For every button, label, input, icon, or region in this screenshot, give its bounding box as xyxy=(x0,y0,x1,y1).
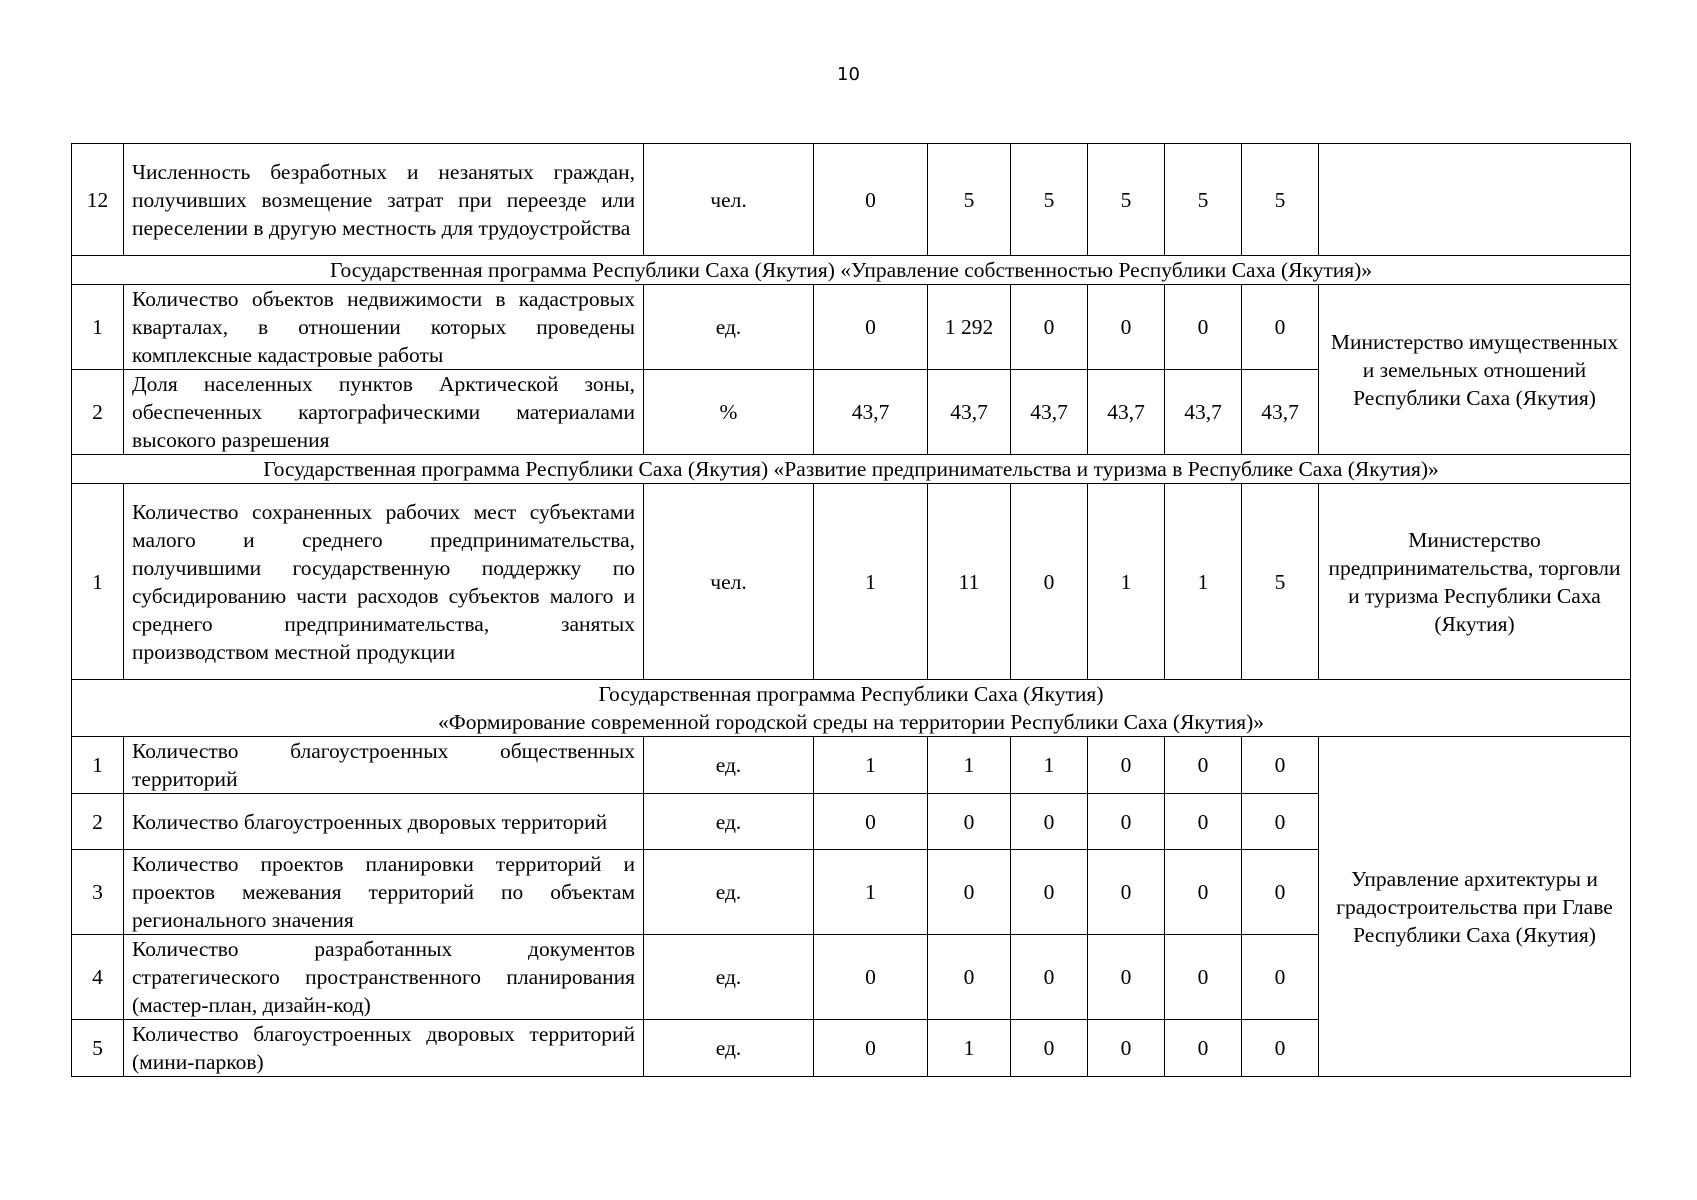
value-cell: 5 xyxy=(1011,144,1088,256)
value-cell: 0 xyxy=(814,1020,928,1077)
indicator-name: Количество благоустроенных общественных территорий xyxy=(124,737,644,794)
responsible-cell: Управление архитектуры и градостроительства при Главе Республики Саха (Якутия) xyxy=(1319,737,1631,1077)
unit-cell: ед. xyxy=(644,285,814,370)
value-cell: 0 xyxy=(1165,794,1242,850)
program-title xyxy=(72,680,1631,737)
value-cell: 0 xyxy=(1088,285,1165,370)
unit-cell: ед. xyxy=(644,794,814,850)
unit-cell: ед. xyxy=(644,737,814,794)
value-cell: 43,7 xyxy=(1242,370,1319,455)
indicators-table xyxy=(71,143,1631,1077)
indicator-name: Количество проектов планировки территорий и проектов межевания территорий по объектам регионального значения xyxy=(124,850,644,935)
value-cell: 5 xyxy=(1242,144,1319,256)
indicator-name: Доля населенных пунктов Арктической зоны, обеспеченных картографическими материалами высокого разрешения xyxy=(124,370,644,455)
value-cell: 0 xyxy=(1088,850,1165,935)
value-cell: 43,7 xyxy=(814,370,928,455)
indicator-name: Количество объектов недвижимости в кадастровых кварталах, в отношении которых проведены комплексные кадастровые работы xyxy=(124,285,644,370)
value-cell: 1 xyxy=(1165,484,1242,680)
table-row xyxy=(72,285,1631,370)
value-cell: 0 xyxy=(1165,935,1242,1020)
value-cell: 1 xyxy=(814,484,928,680)
page-number: 10 xyxy=(837,64,860,85)
indicator-name: Количество разработанных документов стратегического пространственного планирования (мастер-план, дизайн-код) xyxy=(124,935,644,1020)
value-cell: 5 xyxy=(1242,484,1319,680)
program-title: Государственная программа Республики Саха (Якутия) «Развитие предпринимательства и туризма в Республике Саха (Якутия)» xyxy=(72,455,1631,484)
value-cell: 43,7 xyxy=(1011,370,1088,455)
value-cell: 0 xyxy=(1242,737,1319,794)
value-cell: 0 xyxy=(1011,850,1088,935)
value-cell: 0 xyxy=(1165,850,1242,935)
indicator-name: Количество сохраненных рабочих мест субъектами малого и среднего предпринимательства, получившими государственную поддержку по субсидированию части расходов субъектов малого и среднего предпринимательства, занятых производством местной продукции xyxy=(124,484,644,680)
row-number: 5 xyxy=(72,1020,124,1077)
indicator-name: Численность безработных и незанятых граждан, получивших возмещение затрат при переезде или переселении в другую местность для трудоустройства xyxy=(124,144,644,256)
value-cell: 0 xyxy=(1011,794,1088,850)
value-cell: 0 xyxy=(1242,935,1319,1020)
responsible-cell: Министерство имущественных и земельных отношений Республики Саха (Якутия) xyxy=(1319,285,1631,455)
value-cell: 0 xyxy=(928,794,1011,850)
responsible-cell xyxy=(1319,144,1631,256)
value-cell: 0 xyxy=(1088,794,1165,850)
row-number: 4 xyxy=(72,935,124,1020)
value-cell: 0 xyxy=(1088,935,1165,1020)
value-cell: 0 xyxy=(1242,850,1319,935)
unit-cell: % xyxy=(644,370,814,455)
unit-cell: ед. xyxy=(644,935,814,1020)
value-cell: 1 xyxy=(814,737,928,794)
indicator-name: Количество благоустроенных дворовых территорий (мини-парков) xyxy=(124,1020,644,1077)
row-number: 2 xyxy=(72,370,124,455)
program-header xyxy=(72,680,1631,737)
program-title: Государственная программа Республики Саха (Якутия) «Управление собственностью Республики Саха (Якутия)» xyxy=(72,256,1631,285)
value-cell: 1 xyxy=(928,737,1011,794)
unit-cell: чел. xyxy=(644,484,814,680)
value-cell: 0 xyxy=(814,794,928,850)
program-title-line: «Формирование современной городской среды на территории Республики Саха (Якутия)» xyxy=(437,710,1265,734)
value-cell: 43,7 xyxy=(1165,370,1242,455)
unit-cell: ед. xyxy=(644,850,814,935)
value-cell: 0 xyxy=(1011,484,1088,680)
row-number: 1 xyxy=(72,484,124,680)
value-cell: 5 xyxy=(928,144,1011,256)
value-cell: 0 xyxy=(1011,285,1088,370)
value-cell: 0 xyxy=(1011,935,1088,1020)
value-cell: 0 xyxy=(1088,1020,1165,1077)
value-cell: 0 xyxy=(1165,285,1242,370)
value-cell: 1 xyxy=(1088,484,1165,680)
value-cell: 43,7 xyxy=(928,370,1011,455)
value-cell: 1 xyxy=(928,1020,1011,1077)
value-cell: 1 292 xyxy=(928,285,1011,370)
value-cell: 1 xyxy=(814,850,928,935)
value-cell: 0 xyxy=(1165,737,1242,794)
value-cell: 0 xyxy=(1011,1020,1088,1077)
value-cell: 43,7 xyxy=(1088,370,1165,455)
value-cell: 11 xyxy=(928,484,1011,680)
value-cell: 0 xyxy=(1165,1020,1242,1077)
program-header xyxy=(72,256,1631,285)
value-cell: 0 xyxy=(814,144,928,256)
row-number: 2 xyxy=(72,794,124,850)
table-row xyxy=(72,484,1631,680)
value-cell: 1 xyxy=(1011,737,1088,794)
value-cell: 5 xyxy=(1088,144,1165,256)
program-title-line: Государственная программа Республики Саха (Якутия) xyxy=(598,682,1104,706)
unit-cell: чел. xyxy=(644,144,814,256)
value-cell: 0 xyxy=(1242,1020,1319,1077)
value-cell: 0 xyxy=(1088,737,1165,794)
table-row xyxy=(72,144,1631,256)
value-cell: 0 xyxy=(1242,794,1319,850)
table-row xyxy=(72,737,1631,794)
value-cell: 0 xyxy=(1242,285,1319,370)
value-cell: 0 xyxy=(814,285,928,370)
program-header xyxy=(72,455,1631,484)
value-cell: 0 xyxy=(814,935,928,1020)
row-number: 1 xyxy=(72,285,124,370)
value-cell: 0 xyxy=(928,935,1011,1020)
row-number: 12 xyxy=(72,144,124,256)
responsible-cell: Министерство предпринимательства, торговли и туризма Республики Саха (Якутия) xyxy=(1319,484,1631,680)
unit-cell: ед. xyxy=(644,1020,814,1077)
value-cell: 5 xyxy=(1165,144,1242,256)
indicator-name: Количество благоустроенных дворовых территорий xyxy=(124,794,644,850)
row-number: 1 xyxy=(72,737,124,794)
row-number: 3 xyxy=(72,850,124,935)
value-cell: 0 xyxy=(928,850,1011,935)
